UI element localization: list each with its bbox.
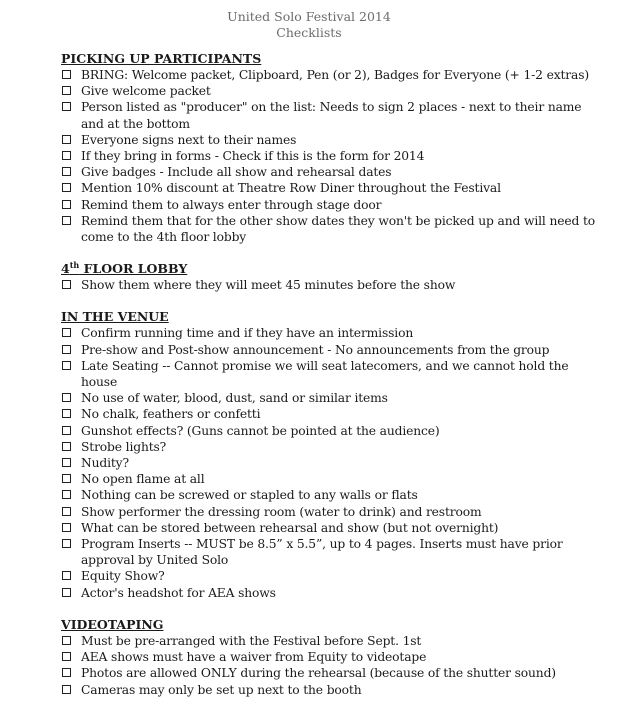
checklist-item: Gunshot effects? (Guns cannot be pointed at the audience) [61,423,601,439]
section-title: PICKING UP PARTICIPANTS [61,51,262,66]
checklist-item: Give badges - Include all show and rehearsal dates [61,164,601,180]
checkbox-icon[interactable] [62,442,71,451]
checkbox-icon[interactable] [62,652,71,661]
checkbox-icon[interactable] [62,507,71,516]
checklist-item: Must be pre-arranged with the Festival before Sept. 1st [61,633,601,649]
checklist [61,67,601,245]
checklist-item: Remind them to always enter through stage door [61,197,601,213]
checkbox-icon[interactable] [62,636,71,645]
checklist-item: Everyone signs next to their names [61,132,601,148]
checkbox-icon[interactable] [62,280,71,289]
checkbox-icon[interactable] [62,571,71,580]
checklist-item: Nudity? [61,455,601,471]
checklist-item: Give welcome packet [61,83,601,99]
checkbox-icon[interactable] [62,523,71,532]
checklist-item: Pre-show and Post-show announcement - No announcements from the group [61,342,601,358]
checkbox-icon[interactable] [62,328,71,337]
checklist-item: Actor's headshot for AEA shows [61,585,601,601]
checkbox-icon[interactable] [62,200,71,209]
section-videotaping [61,617,601,698]
document-subtitle: Checklists [276,25,342,40]
checklist-item: Remind them that for the other show dates they won't be picked up and will need to come to the 4th floor lobby [61,213,601,245]
checklist [61,277,601,293]
checkbox-icon[interactable] [62,490,71,499]
checkbox-icon[interactable] [62,102,71,111]
document-title: United Solo Festival 2014 [227,9,391,24]
checklist-item: Mention 10% discount at Theatre Row Diner throughout the Festival [61,180,601,196]
checklist-item: Late Seating -- Cannot promise we will seat latecomers, and we cannot hold the house [61,358,601,390]
checkbox-icon[interactable] [62,426,71,435]
checklist-item: Confirm running time and if they have an intermission [61,325,601,341]
checklist-item: BRING: Welcome packet, Clipboard, Pen (or 2), Badges for Everyone (+ 1-2 extras) [61,67,601,83]
section-4th-floor-lobby [61,261,601,293]
checklist-item: Person listed as "producer" on the list: Needs to sign 2 places - next to their name and at the bottom [61,99,601,131]
checkbox-icon[interactable] [62,216,71,225]
checklist-item: Program Inserts -- MUST be 8.5” x 5.5”, up to 4 pages. Inserts must have prior approval by United Solo [61,536,601,568]
checklist [61,325,601,600]
checklist-item: Show performer the dressing room (water to drink) and restroom [61,504,601,520]
checkbox-icon[interactable] [62,167,71,176]
checkbox-icon[interactable] [62,151,71,160]
checkbox-icon[interactable] [62,393,71,402]
checklist-content [61,51,601,714]
checkbox-icon[interactable] [62,86,71,95]
section-picking-up-participants [61,51,601,245]
checklist-item: Strobe lights? [61,439,601,455]
checkbox-icon[interactable] [62,458,71,467]
section-title: 4th FLOOR LOBBY [61,260,188,277]
section-title: IN THE VENUE [61,309,169,325]
checklist-item: Nothing can be screwed or stapled to any walls or flats [61,487,601,503]
checkbox-icon[interactable] [62,183,71,192]
checklist-item: Photos are allowed ONLY during the rehearsal (because of the shutter sound) [61,665,601,681]
checkbox-icon[interactable] [62,135,71,144]
checkbox-icon[interactable] [62,539,71,548]
checkbox-icon[interactable] [62,345,71,354]
checklist-item: What can be stored between rehearsal and show (but not overnight) [61,520,601,536]
checkbox-icon[interactable] [62,685,71,694]
checklist-item: No chalk, feathers or confetti [61,406,601,422]
checkbox-icon[interactable] [62,70,71,79]
checklist-item: No open flame at all [61,471,601,487]
document-header [0,9,618,41]
checkbox-icon[interactable] [62,474,71,483]
checklist-item: If they bring in forms - Check if this is the form for 2014 [61,148,601,164]
section-title: VIDEOTAPING [61,616,164,632]
checkbox-icon[interactable] [62,361,71,370]
checklist-item: Cameras may only be set up next to the booth [61,682,601,698]
section-in-the-venue [61,309,601,600]
checklist-item: No use of water, blood, dust, sand or similar items [61,390,601,406]
checklist [61,633,601,698]
checklist-item: AEA shows must have a waiver from Equity to videotape [61,649,601,665]
checkbox-icon[interactable] [62,409,71,418]
checklist-item: Show them where they will meet 45 minutes before the show [61,277,601,293]
checkbox-icon[interactable] [62,668,71,677]
checkbox-icon[interactable] [62,588,71,597]
checklist-item: Equity Show? [61,568,601,584]
